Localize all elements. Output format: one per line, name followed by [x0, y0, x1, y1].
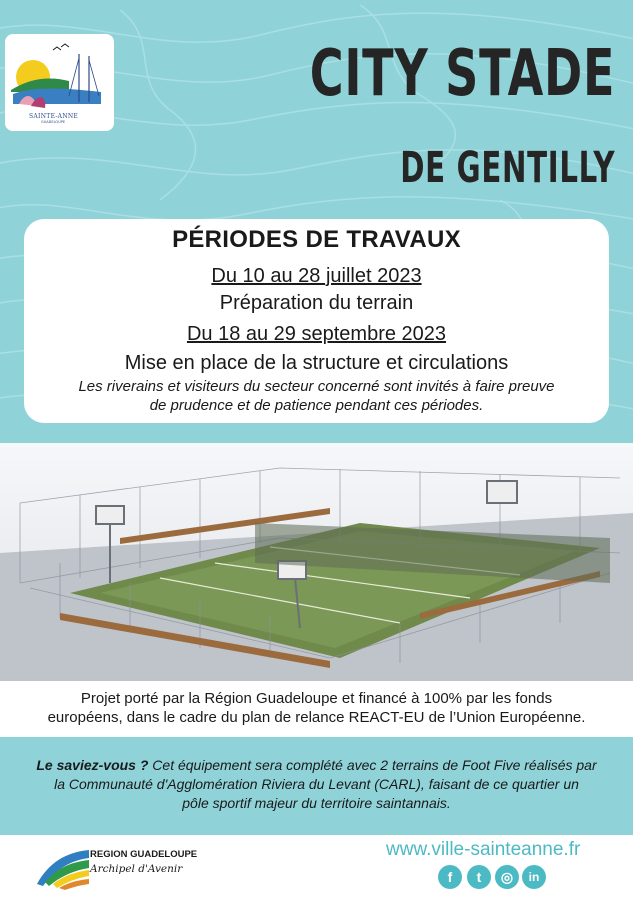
page-title: CITY STADE	[309, 37, 615, 111]
region-motto: Archipel d'Avenir	[90, 863, 183, 875]
logo-sub: GUADELOUPE	[41, 120, 66, 124]
did-you-know-line-2: la Communauté d'Agglomération Riviera du Levant (CARL), faisant de ce quartier un	[54, 776, 579, 792]
did-you-know-band	[0, 737, 633, 835]
instagram-icon[interactable]: ◎	[495, 865, 519, 889]
did-you-know-line-1: Cet équipement sera complété avec 2 terrains de Foot Five réalisés par	[152, 757, 597, 773]
period-1-description: Préparation du terrain	[219, 292, 414, 314]
region-swoosh-icon	[35, 844, 90, 890]
did-you-know-lead: Le saviez-vous ?	[36, 757, 149, 773]
facebook-icon[interactable]: f	[438, 865, 462, 889]
page-subtitle: DE GENTILLY	[399, 143, 615, 193]
stadium-illustration	[0, 443, 633, 681]
works-info-card	[24, 219, 609, 423]
linkedin-icon[interactable]: in	[522, 865, 546, 889]
notice-line-2: de prudence et de patience pendant ces périodes.	[149, 397, 484, 414]
region-name: REGION GUADELOUPE	[90, 849, 198, 860]
twitter-icon[interactable]: t	[467, 865, 491, 889]
sainte-anne-logo[interactable]	[5, 34, 114, 131]
project-line-2: européens, dans le cadre du plan de relance REACT-EU de l’Union Européenne.	[47, 709, 586, 726]
period-2-description: Mise en place de la structure et circulations	[124, 352, 509, 374]
logo-name: SAINTE-ANNE	[29, 113, 79, 120]
region-guadeloupe-logo[interactable]	[35, 844, 198, 890]
city-stade-rendering	[0, 443, 633, 681]
did-you-know-text	[22, 756, 611, 813]
sailboat-sun-icon	[5, 34, 114, 114]
notice-line-1: Les riverains et visiteurs du secteur concerné sont invités à faire preuve	[78, 378, 555, 395]
project-funding	[0, 689, 633, 727]
period-1-dates: Du 10 au 28 juillet 2023	[211, 265, 422, 287]
works-heading: PÉRIODES DE TRAVAUX	[172, 226, 461, 253]
did-you-know-line-3: pôle sportif majeur du territoire saintannais.	[182, 795, 451, 811]
period-2-dates: Du 18 au 29 septembre 2023	[186, 323, 447, 345]
website-link[interactable]: www.ville-sainteanne.fr	[386, 839, 581, 860]
works-notice	[44, 377, 589, 415]
project-line-1: Projet porté par la Région Guadeloupe et financé à 100% par les fonds	[80, 690, 553, 707]
